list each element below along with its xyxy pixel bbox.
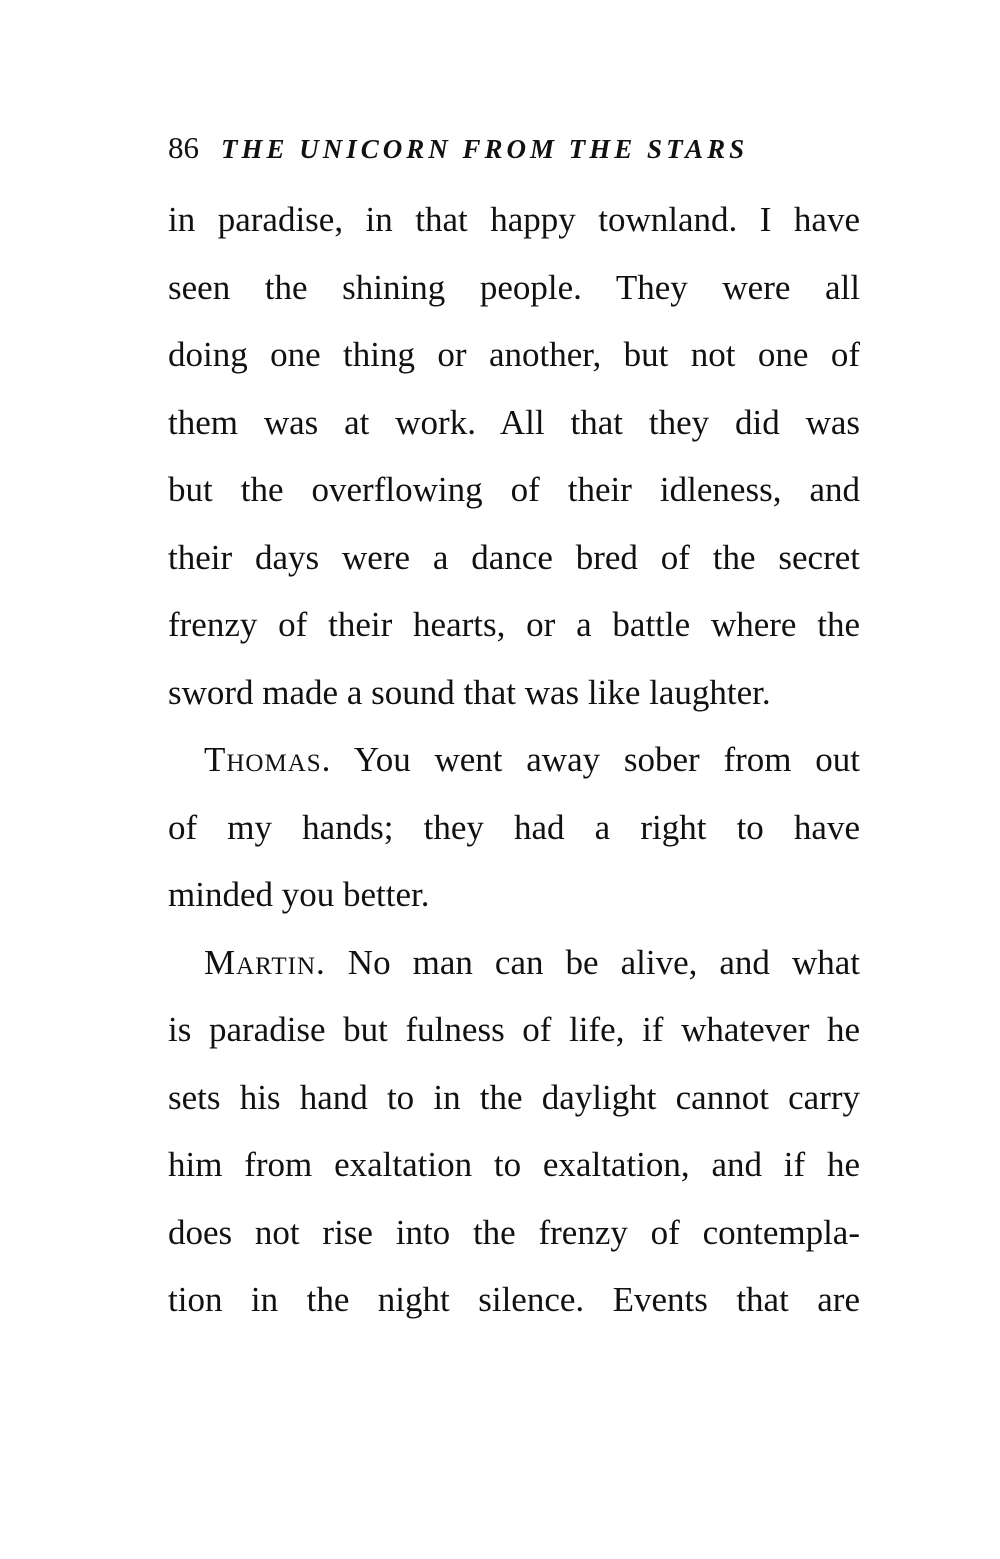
text-line: doing one thing or another, but not one of <box>168 335 860 374</box>
text-line: does not rise into the frenzy of contempla- <box>168 1212 860 1252</box>
speaker-name: Thomas. <box>204 740 332 779</box>
text-line: minded you better. <box>168 875 430 914</box>
text-line: frenzy of their hearts, or a battle where the <box>168 605 860 644</box>
text-line: their days were a dance bred of the secret <box>168 537 860 577</box>
text-line: seen the shining people. They were all <box>168 267 860 307</box>
paragraph <box>168 186 860 726</box>
text-line: is paradise but fulness of life, if whatever he <box>168 1010 860 1049</box>
text-line: in paradise, in that happy townland. I have <box>168 200 860 239</box>
text-line: sets his hand to in the daylight cannot carry <box>168 1077 860 1117</box>
speech-paragraph <box>168 929 860 1334</box>
text-line: him from exaltation to exaltation, and if he <box>168 1145 860 1184</box>
page-number: 86 <box>168 130 199 165</box>
speech-text: You went away sober from out <box>353 740 860 779</box>
text-line <box>168 929 860 997</box>
page-header <box>168 126 868 170</box>
running-title: THE UNICORN FROM THE STARS <box>221 134 749 164</box>
speech-text: No man can be alive, and what <box>347 942 860 982</box>
text-line: tion in the night silence. Events that are <box>168 1280 860 1319</box>
text-line: them was at work. All that they did was <box>168 402 860 442</box>
text-line <box>168 726 860 794</box>
text-line: of my hands; they had a right to have <box>168 807 860 847</box>
body-text <box>168 186 860 1334</box>
text-line: sword made a sound that was like laughter. <box>168 672 771 712</box>
speaker-name: Martin. <box>204 942 326 982</box>
text-line: but the overflowing of their idleness, and <box>168 470 860 509</box>
speech-paragraph <box>168 726 860 929</box>
